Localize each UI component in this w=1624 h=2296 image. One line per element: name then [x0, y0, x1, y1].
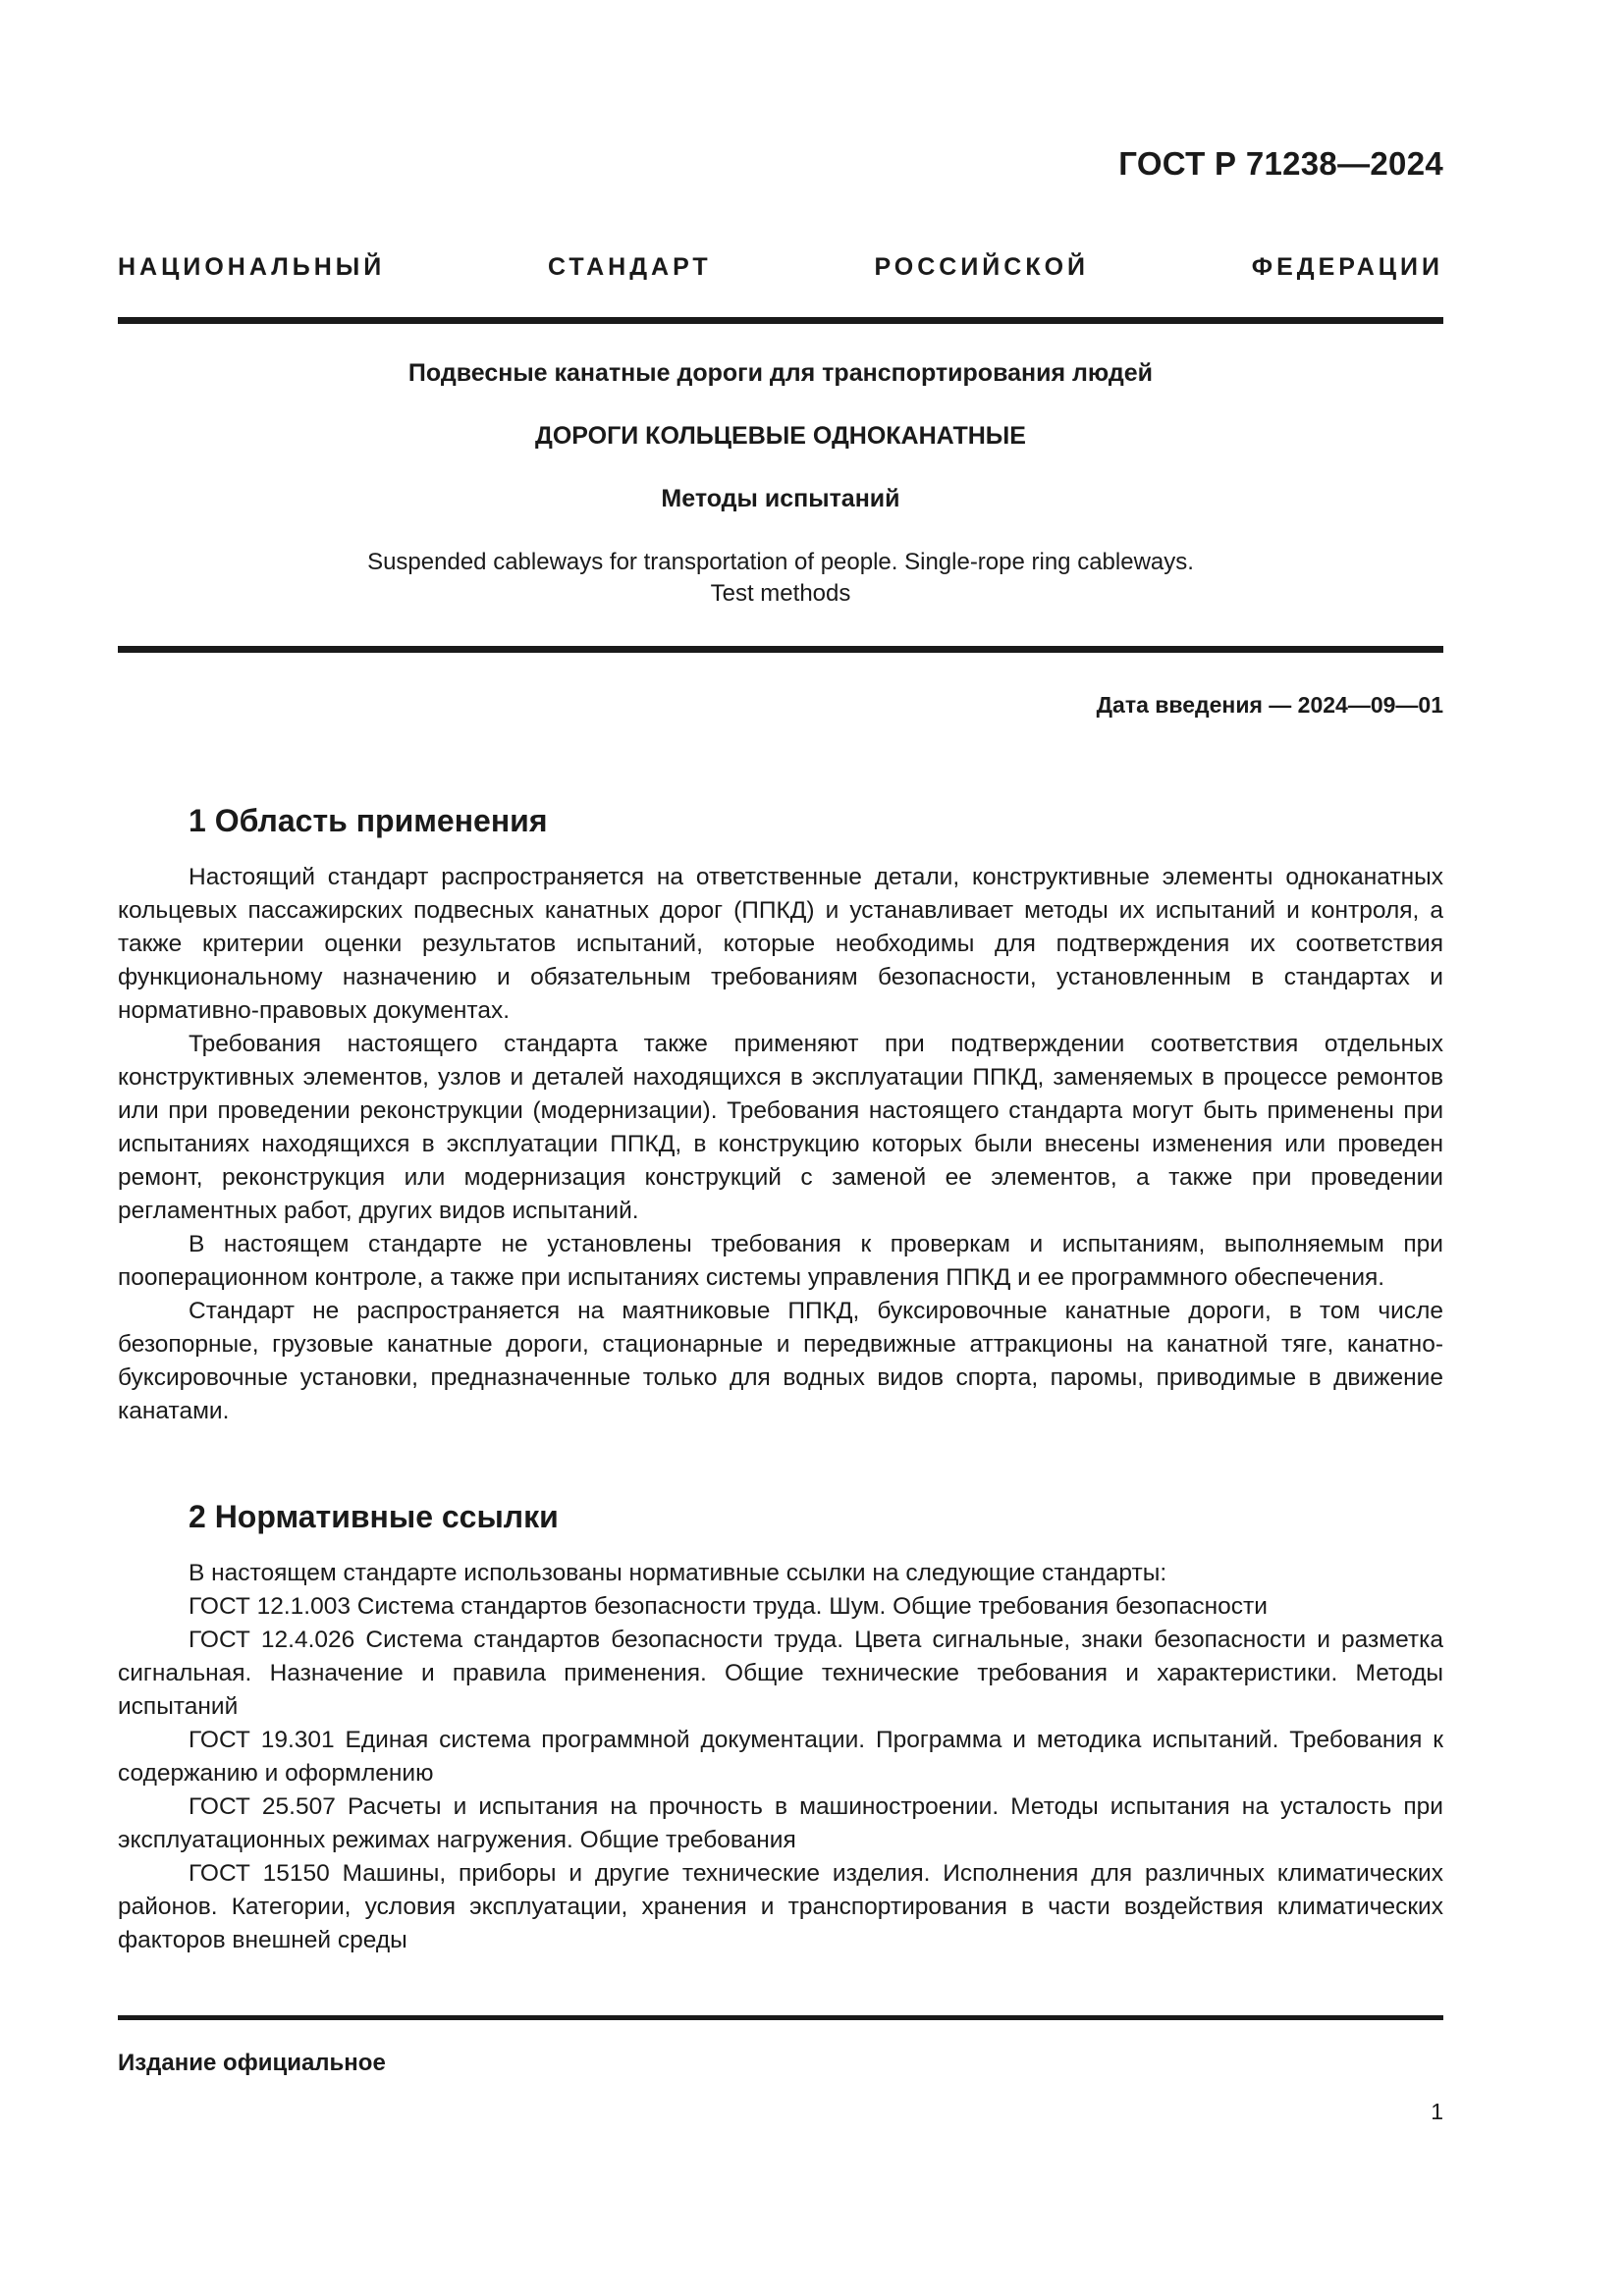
reference-item: ГОСТ 19.301 Единая система программной документации. Программа и методика испытаний. Требования к содержанию и оформлению: [118, 1727, 1443, 1787]
english-title-line-2: Test methods: [710, 580, 851, 607]
top-rule: [118, 317, 1443, 324]
paragraph: В настоящем стандарте не установлены требования к проверкам и испытаниям, выполняемым при пооперационном контроле, а также при испытаниях системы управления ППКД и ее программного обеспечения.: [118, 1231, 1443, 1291]
document-number: ГОСТ Р 71238—2024: [1118, 145, 1443, 182]
reference-item: ГОСТ 12.1.003 Система стандартов безопасности труда. Шум. Общие требования безопасности: [189, 1593, 1268, 1620]
document-page: [118, 0, 1443, 2296]
paragraph: Требования настоящего стандарта также применяют при подтверждении соответствия отдельных конструктивных элементов, узлов и деталей находящихся в эксплуатации ППКД, заменяемых в процессе ремонтов или при проведении реконструкции (модернизации). Требования настоящего стандарта могут быть применены при испытаниях находящихся в эксплуатации ППКД, в конструкцию которых были внесены изменения или проведен ремонт, реконструкция или модернизация конструкций с заменой ее элементов, а также при проведении регламентных работ, других видов испытаний.: [118, 1031, 1443, 1224]
official-edition-label: Издание официальное: [118, 2050, 386, 2076]
introduction-date: Дата введения — 2024—09—01: [1096, 692, 1443, 718]
reference-item: ГОСТ 15150 Машины, приборы и другие технические изделия. Исполнения для различных климатических районов. Категории, условия эксплуатации, хранения и транспортирования в части воздействия климатических факторов внешней среды: [118, 1860, 1443, 1953]
english-title: [118, 547, 1443, 610]
section-1-body: [118, 861, 1443, 1428]
reference-item: ГОСТ 12.4.026 Система стандартов безопасности труда. Цвета сигнальные, знаки безопасности и разметка сигнальная. Назначение и правила применения. Общие технические требования и характеристики. Методы испытаний: [118, 1627, 1443, 1720]
footer-rule: [118, 2015, 1443, 2020]
paragraph: Стандарт не распространяется на маятниковые ППКД, буксировочные канатные дороги, в том числе безопорные, грузовые канатные дороги, стационарные и передвижные аттракционы на канатной тяге, канатно-буксировочные установки, предназначенные только для водных видов спорта, паромы, приводимые в движение канатами.: [118, 1298, 1443, 1424]
national-standard-banner: НАЦИОНАЛЬНЫЙ СТАНДАРТ РОССИЙСКОЙ ФЕДЕРАЦИИ: [118, 253, 1443, 281]
paragraph: В настоящем стандарте использованы нормативные ссылки на следующие стандарты:: [189, 1560, 1167, 1586]
document-subtitle: ДОРОГИ КОЛЬЦЕВЫЕ ОДНОКАНАТНЫЕ: [535, 422, 1026, 450]
section-2-heading: 2 Нормативные ссылки: [189, 1499, 559, 1534]
paragraph: Настоящий стандарт распространяется на ответственные детали, конструктивные элементы одноканатных кольцевых пассажирских подвесных канатных дорог (ППКД) и устанавливает методы их испытаний и контроля, а также критерии оценки результатов испытаний, которые необходимы для подтверждения их соответствия функциональному назначению и обязательным требованиям безопасности, установленным в стандартах и нормативно-правовых документах.: [118, 864, 1443, 1024]
page-number: 1: [1431, 2099, 1443, 2124]
reference-item: ГОСТ 25.507 Расчеты и испытания на прочность в машиностроении. Методы испытания на усталость при эксплуатационных режимах нагружения. Общие требования: [118, 1793, 1443, 1853]
section-2-body: [118, 1557, 1443, 1957]
middle-rule: [118, 646, 1443, 653]
document-title: Подвесные канатные дороги для транспортирования людей: [407, 359, 1154, 387]
english-title-line-1: Suspended cableways for transportation of people. Single-rope ring cableways.: [367, 549, 1194, 575]
document-methods-title: Методы испытаний: [661, 485, 900, 512]
section-1-heading: 1 Область применения: [189, 803, 548, 838]
